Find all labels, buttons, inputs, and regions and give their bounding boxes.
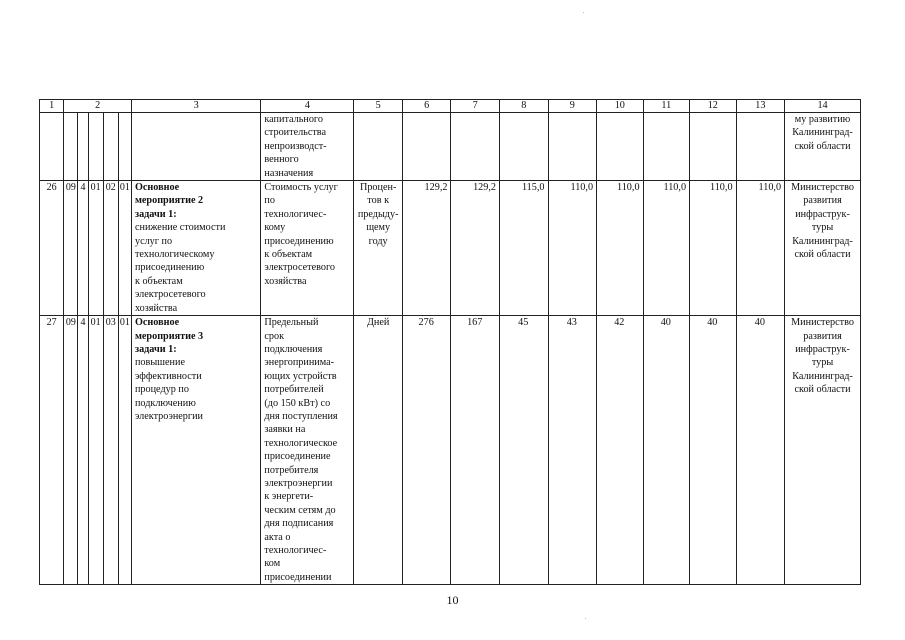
value-cell: 110,0 <box>690 181 737 316</box>
value-cell: 167 <box>451 316 500 585</box>
code-cell: 01 <box>88 181 103 316</box>
unit-cell: Процен- тов к предыду- щему году <box>354 181 403 316</box>
value-cell: 110,0 <box>597 181 644 316</box>
header-cell: 2 <box>64 100 132 113</box>
value-cell: 45 <box>499 316 548 585</box>
code-cell: 4 <box>78 316 88 585</box>
header-cell: 14 <box>785 100 861 113</box>
header-cell: 11 <box>643 100 690 113</box>
code-cell: 01 <box>118 181 131 316</box>
indicator-cell: капитального строительства непроизводст- венного назначения <box>261 113 354 181</box>
value-cell: 276 <box>402 316 451 585</box>
value-cell: 129,2 <box>402 181 451 316</box>
unit-cell: Дней <box>354 316 403 585</box>
code-cell: 4 <box>78 181 88 316</box>
value-cell: 110,0 <box>548 181 597 316</box>
responsible-cell: му развитию Калининград- ской области <box>785 113 861 181</box>
code-cell: 01 <box>118 316 131 585</box>
program-table <box>39 99 861 585</box>
page-number: 10 <box>446 593 459 607</box>
header-cell: 10 <box>597 100 644 113</box>
value-cell: 129,2 <box>451 181 500 316</box>
header-cell: 12 <box>690 100 737 113</box>
value-cell: 40 <box>690 316 737 585</box>
activity-cell: Основное мероприятие 2 задачи 1: снижение стоимости услуг по технологическому присоединению к объектам электросетевого хозяйства <box>131 181 260 316</box>
value-cell: 110,0 <box>643 181 690 316</box>
row-number: 27 <box>40 316 64 585</box>
value-cell: 110,0 <box>736 181 785 316</box>
indicator-cell: Предельный срок подключения энергопринима- ющих устройств потребителей (до 150 кВт) со дня поступления заявки на технологическое присоединение потребителя электроэнергии к энергети- ческим сетям до дня подписания акта о технологичес- ком присоединении <box>261 316 354 585</box>
scan-speck <box>583 12 584 13</box>
header-row <box>40 100 861 113</box>
header-cell: 1 <box>40 100 64 113</box>
row-number: 26 <box>40 181 64 316</box>
header-cell: 3 <box>131 100 260 113</box>
code-cell: 09 <box>64 316 78 585</box>
header-cell: 9 <box>548 100 597 113</box>
code-cell: 01 <box>88 316 103 585</box>
code-cell: 02 <box>103 181 118 316</box>
value-cell: 43 <box>548 316 597 585</box>
continuation-row <box>40 113 861 181</box>
scan-speck <box>585 618 586 619</box>
table-row <box>40 316 861 585</box>
table-row <box>40 181 861 316</box>
indicator-cell: Стоимость услуг по технологичес- кому присоединению к объектам электросетевого хозяйства <box>261 181 354 316</box>
header-cell: 8 <box>499 100 548 113</box>
responsible-cell: Министерство развития инфраструк- туры Калининград- ской области <box>785 181 861 316</box>
value-cell: 42 <box>597 316 644 585</box>
value-cell: 40 <box>643 316 690 585</box>
header-cell: 7 <box>451 100 500 113</box>
code-cell: 03 <box>103 316 118 585</box>
code-cell: 09 <box>64 181 78 316</box>
header-cell: 5 <box>354 100 403 113</box>
activity-cell: Основное мероприятие 3 задачи 1: повышение эффективности процедур по подключению электроэнергии <box>131 316 260 585</box>
header-cell: 6 <box>402 100 451 113</box>
responsible-cell: Министерство развития инфраструк- туры Калининград- ской области <box>785 316 861 585</box>
header-cell: 4 <box>261 100 354 113</box>
value-cell: 115,0 <box>499 181 548 316</box>
header-cell: 13 <box>736 100 785 113</box>
value-cell: 40 <box>736 316 785 585</box>
